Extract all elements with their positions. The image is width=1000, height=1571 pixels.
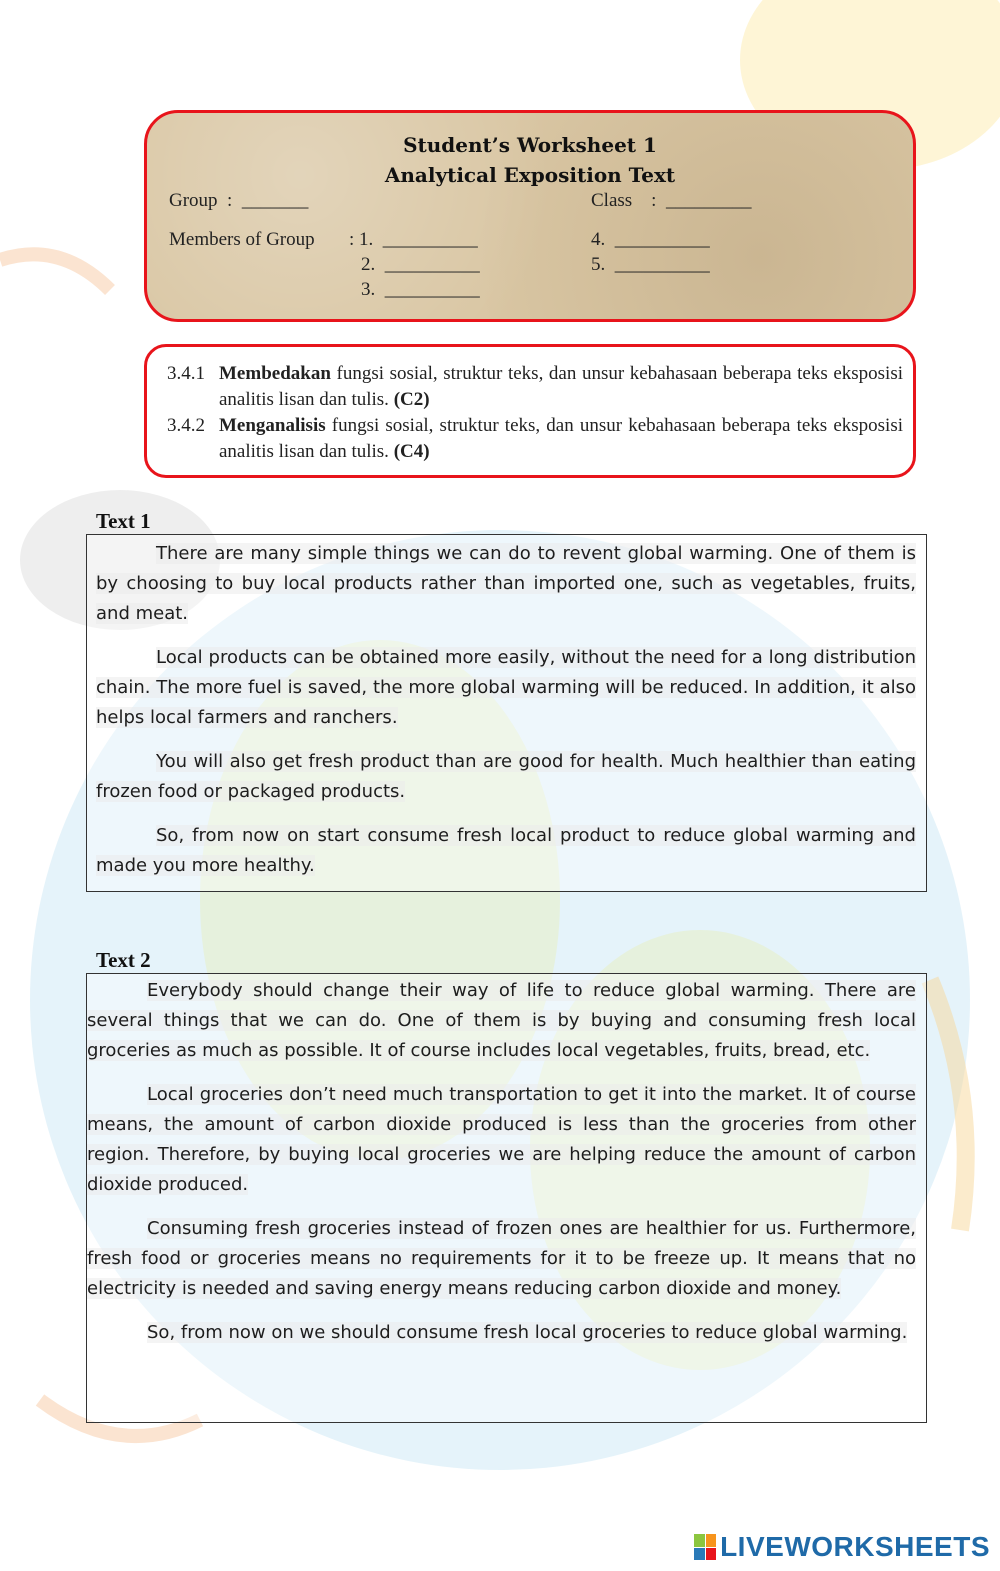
competency-description: fungsi sosial, struktur teks, dan unsur kebahasaan beberapa teks eksposisi analitis lisan dan tulis. [219,363,903,410]
member-4-field[interactable]: 4. __________ [591,229,710,250]
worksheet-header [144,110,916,322]
competency-description: fungsi sosial, struktur teks, dan unsur kebahasaan beberapa teks eksposisi analitis lisan dan tulis. [219,415,903,462]
worksheet-title: Student’s Worksheet 1 [403,133,657,157]
competency-level: (C4) [393,441,430,462]
member-2-field[interactable]: 2. __________ [361,254,480,275]
class-field[interactable]: Class : _________ [591,190,752,211]
competency-verb: Membedakan [219,363,331,384]
competency-box [144,344,916,478]
text-2-label: Text 2 [96,948,151,972]
group-field[interactable]: Group : _______ [169,190,309,211]
worksheet-subtitle: Analytical Exposition Text [384,163,676,187]
members-label: Members of Group [169,229,315,250]
text-1-paragraph: There are many simple things we can do to revent global warming. One of them is by choosing to buy local products rather than imported one, such as vegetables, fruits, and meat. [96,543,916,624]
text-1-paragraph: Local products can be obtained more easily, without the need for a long distribution chain. The more fuel is saved, the more global warming will be reduced. In addition, it also helps local farmers and ranchers. [96,647,916,728]
text-2-paragraph: Everybody should change their way of life to reduce global warming. There are several things that we can do. One of them is by buying and consuming fresh local groceries as much as possible. It of course includes local vegetables, fruits, bread, etc. [87,980,916,1061]
liveworksheets-brand[interactable] [694,1531,990,1563]
competency-item [167,361,903,413]
text-2-paragraph: So, from now on we should consume fresh local groceries to reduce global warming. [147,1322,908,1343]
member-5-field[interactable]: 5. __________ [591,254,710,275]
competency-number: 3.4.2 [167,415,205,436]
text-1-label: Text 1 [96,509,151,533]
text-1-box [86,534,927,892]
member-3-field[interactable]: 3. __________ [361,279,480,300]
competency-level: (C2) [393,389,430,410]
competency-number: 3.4.1 [167,363,205,384]
competency-item [167,413,903,465]
text-2-box [86,973,927,1423]
brand-name: LIVEWORKSHEETS [720,1531,990,1562]
text-1-paragraph: So, from now on start consume fresh local product to reduce global warming and made you more healthy. [96,825,916,876]
member-1-field[interactable]: : 1. __________ [349,229,478,250]
competency-verb: Menganalisis [219,415,326,436]
text-2-paragraph: Consuming fresh groceries instead of frozen ones are healthier for us. Furthermore, fresh food or groceries means no requirements for it to be freeze up. It means that no electricity is needed and saving energy means reducing carbon dioxide and money. [87,1218,916,1299]
text-1-paragraph: You will also get fresh product than are good for health. Much healthier than eating frozen food or packaged products. [96,751,916,802]
liveworksheets-logo-icon [694,1534,716,1560]
text-2-paragraph: Local groceries don’t need much transportation to get it into the market. It of course means, the amount of carbon dioxide produced is less than the groceries from other region. Therefore, by buying local groceries we are helping reduce the amount of carbon dioxide produced. [87,1084,916,1195]
